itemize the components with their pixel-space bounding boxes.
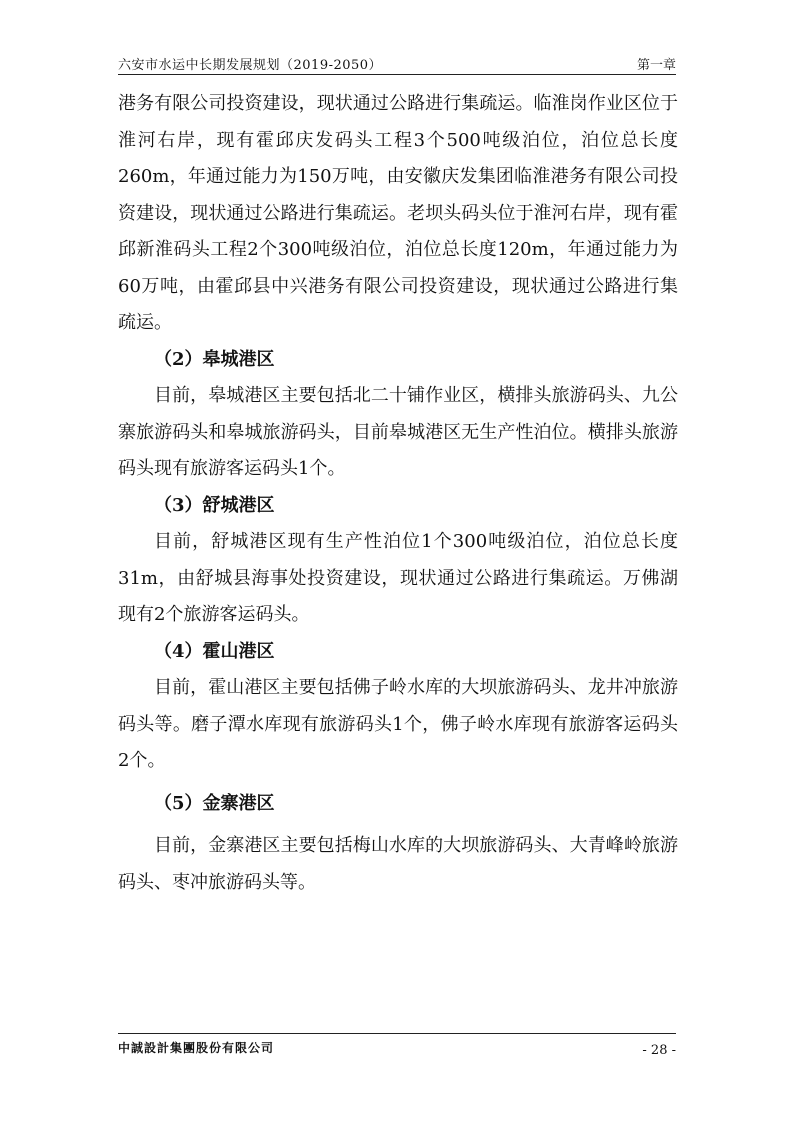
paragraph-shucheng: 目前，舒城港区现有生产性泊位1个300吨级泊位，泊位总长度31m，由舒城县海事处投资建设，现状通过公路进行集疏运。万佛湖现有2个旅游客运码头。 [118, 531, 678, 625]
page-content [118, 86, 678, 901]
paragraph-jinzhai: 目前，金寨港区主要包括梅山水库的大坝旅游码头、大青峰岭旅游码头、枣冲旅游码头等。 [118, 835, 678, 893]
header-rule [118, 74, 676, 75]
chapter-label: 第一章 [636, 58, 676, 73]
paragraph-1: 港务有限公司投资建设，现状通过公路进行集疏运。临淮岗作业区位于淮河右岸，现有霍邱庆发码头工程3个500吨级泊位，泊位总长度260m，年通过能力为150万吨，由安徽庆发集团临淮港务有限公司投资建设，现状通过公路进行集疏运。老坝头码头位于淮河右岸，现有霍邱新淮码头工程2个300吨级泊位，泊位总长度120m，年通过能力为60万吨，由霍邱县中兴港务有限公司投资建设，现状通过公路进行集疏运。 [118, 93, 678, 333]
section-heading-shucheng: （3）舒城港区 [154, 494, 275, 516]
page-number: - 28 - [642, 1043, 676, 1058]
paragraph-gaocheng: 目前，皋城港区主要包括北二十铺作业区，横排头旅游码头、九公寨旅游码头和皋城旅游码头，目前皋城港区无生产性泊位。横排头旅游码头现有旅游客运码头1个。 [118, 385, 678, 479]
section-heading-huoshan: （4）霍山港区 [154, 640, 275, 662]
section-heading-gaocheng: （2）皋城港区 [154, 348, 275, 370]
footer-rule [118, 1033, 676, 1034]
page-footer [118, 1033, 676, 1073]
section-heading-jinzhai: （5）金寨港区 [154, 792, 275, 814]
document-title: 六安市水运中长期发展规划（2019-2050） [118, 58, 383, 73]
company-name: 中誠設計集團股份有限公司 [118, 1041, 275, 1055]
page-header [118, 50, 676, 72]
paragraph-huoshan: 目前，霍山港区主要包括佛子岭水库的大坝旅游码头、龙井冲旅游码头等。磨子潭水库现有旅游码头1个，佛子岭水库现有旅游客运码头2个。 [118, 677, 678, 771]
